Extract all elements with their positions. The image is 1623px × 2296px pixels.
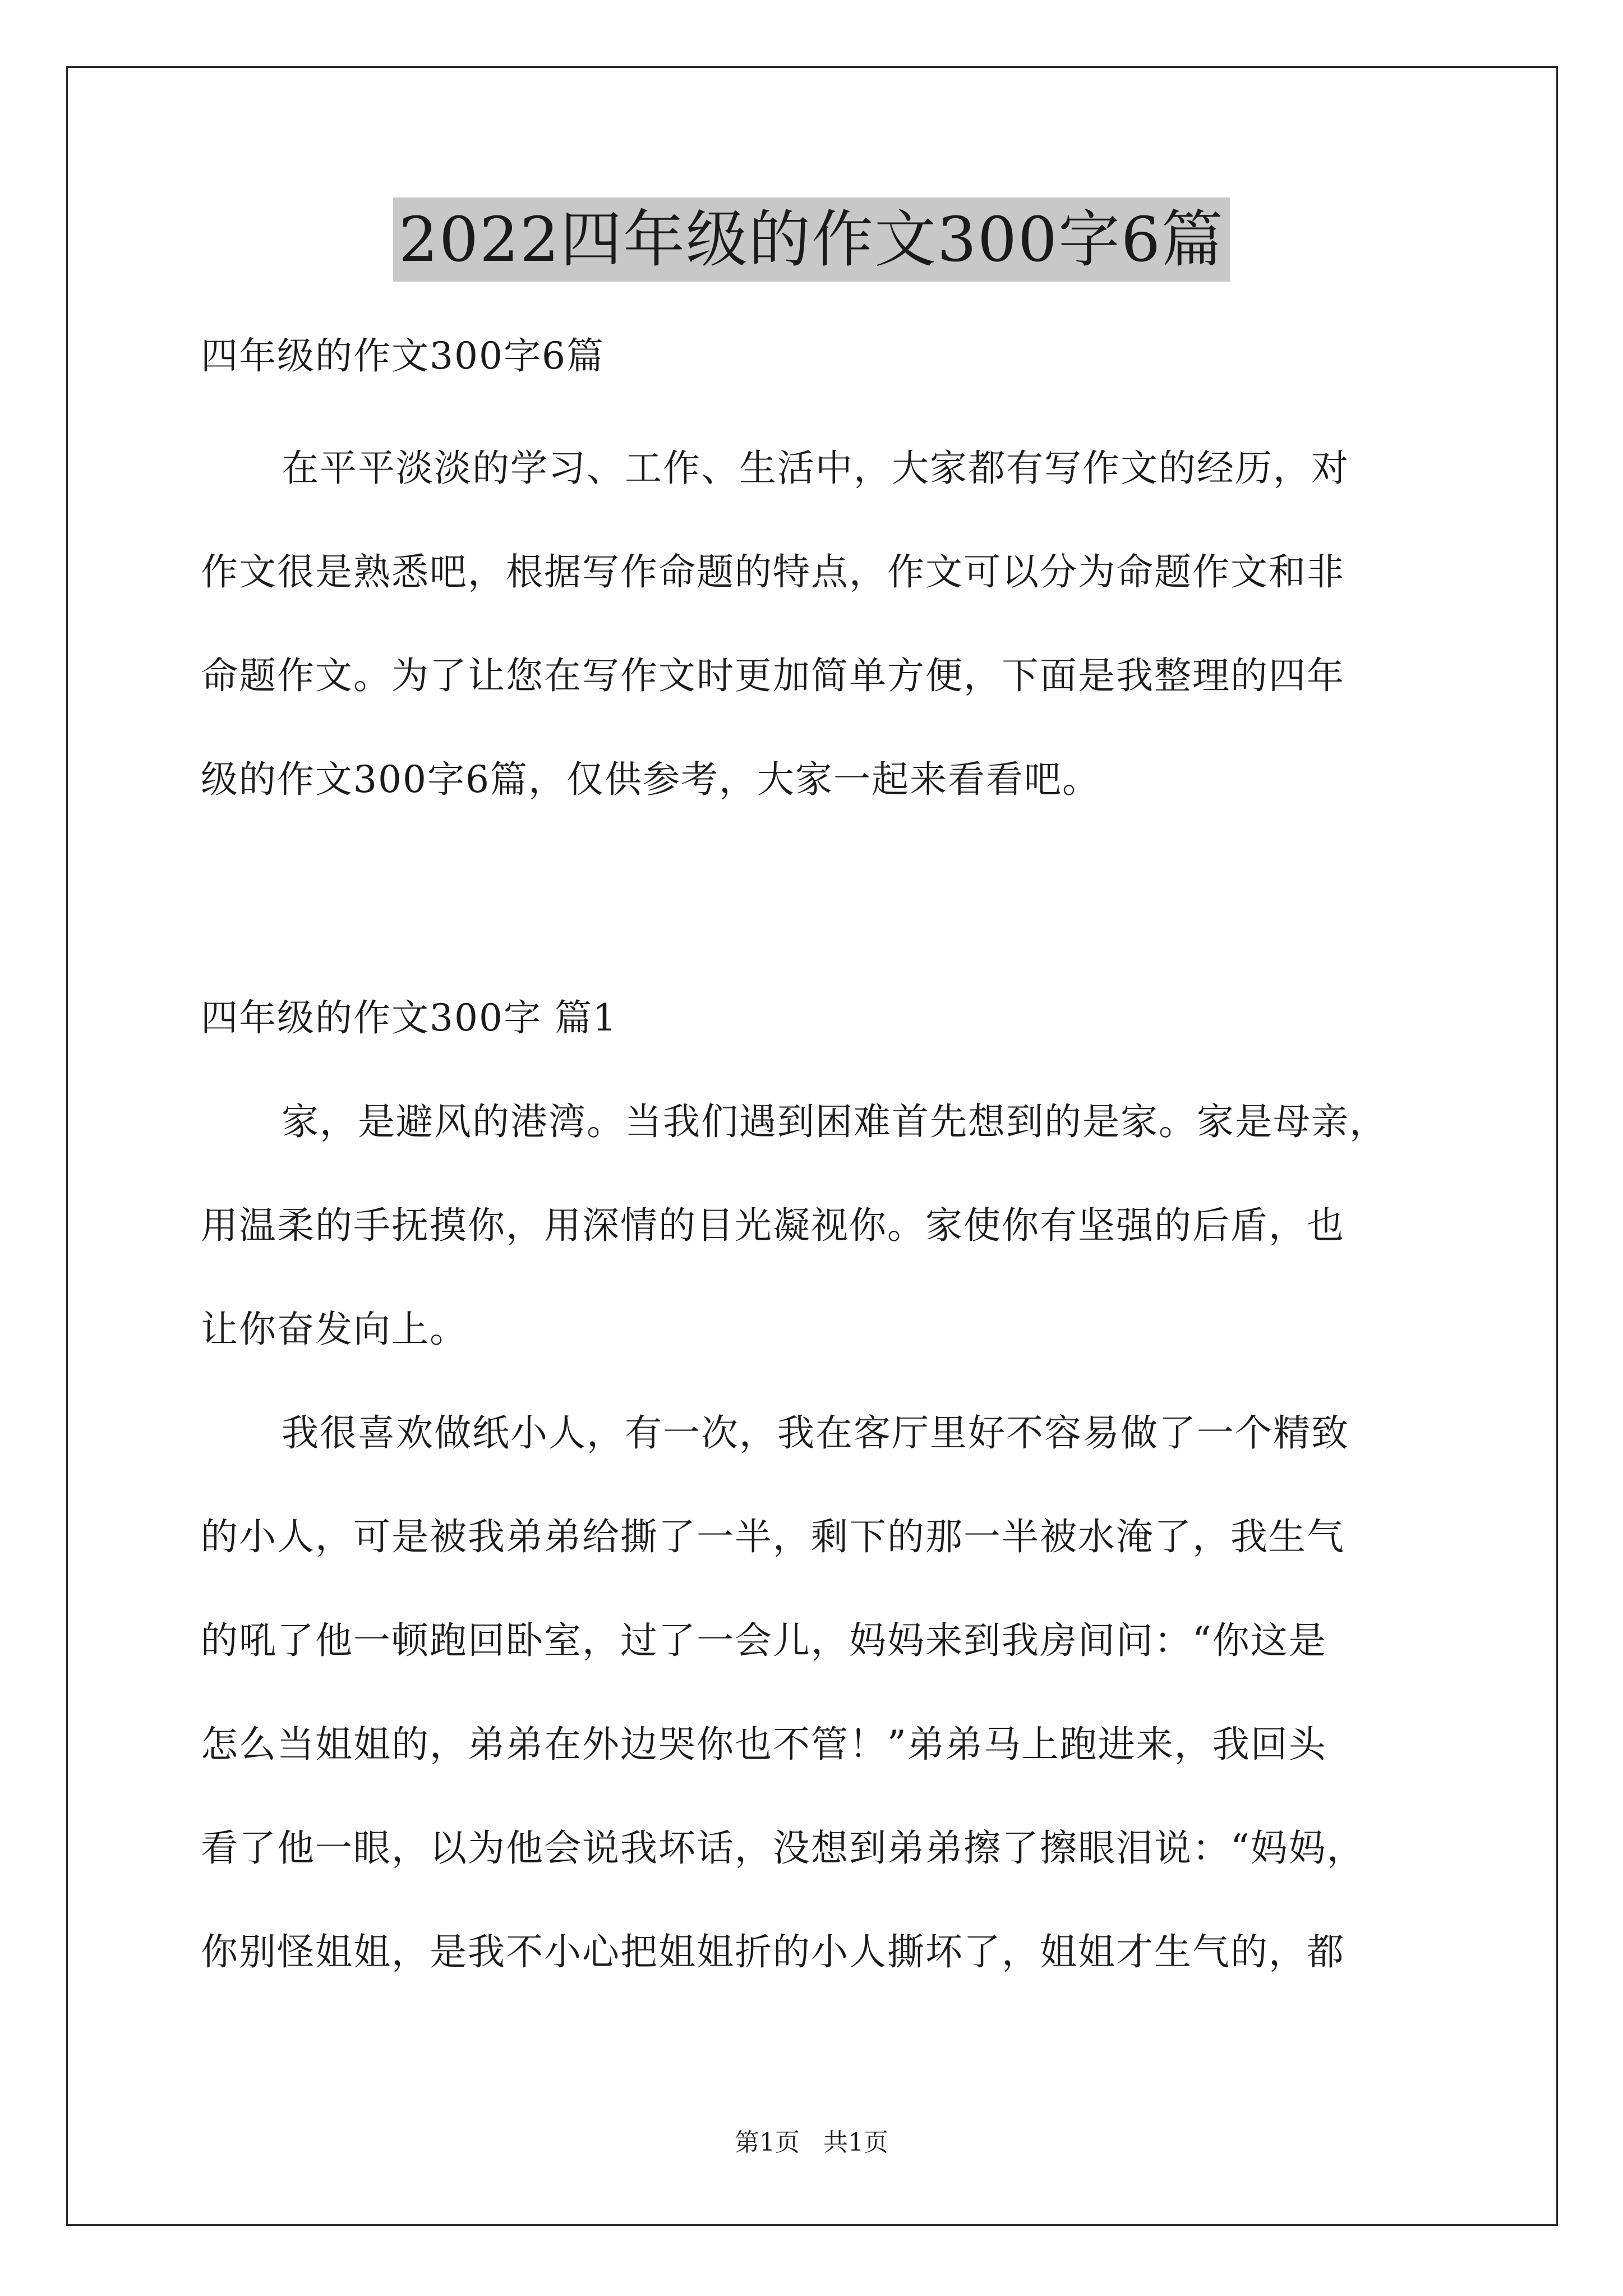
paragraph-line: 家，是避风的港湾。当我们遇到困难首先想到的是家。家是母亲， xyxy=(282,1100,1387,1143)
page-number: 第1页 xyxy=(735,2128,800,2157)
paragraph-line: 怎么当姐姐的，弟弟在外边哭你也不管！”弟弟马上跑进来，我回头 xyxy=(201,1723,1327,1766)
section-heading: 四年级的作文300字 篇1 xyxy=(201,996,617,1039)
document-title: 2022四年级的作文300字6篇 xyxy=(393,197,1230,282)
paragraph-line: 的吼了他一顿跑回卧室，过了一会儿，妈妈来到我房间问：“你这是 xyxy=(201,1619,1327,1662)
paragraph-line: 我很喜欢做纸小人，有一次，我在客厅里好不容易做了一个精致 xyxy=(282,1411,1349,1455)
paragraph-line: 的小人，可是被我弟弟给撕了一半，剩下的那一半被水淹了，我生气 xyxy=(201,1515,1345,1558)
paragraph-line: 级的作文300字6篇，仅供参考，大家一起来看看吧。 xyxy=(201,758,1100,801)
subtitle-line: 四年级的作文300字6篇 xyxy=(201,334,605,378)
paragraph-line: 让你奋发向上。 xyxy=(201,1308,468,1351)
title-container xyxy=(0,197,1623,282)
paragraph-line: 作文很是熟悉吧，根据写作命题的特点，作文可以分为命题作文和非 xyxy=(201,550,1345,593)
paragraph-line: 看了他一眼，以为他会说我坏话，没想到弟弟擦了擦眼泪说：“妈妈， xyxy=(201,1826,1365,1870)
paragraph-line: 在平平淡淡的学习、工作、生活中，大家都有写作文的经历，对 xyxy=(282,447,1349,490)
paragraph-line: 你别怪姐姐，是我不小心把姐姐折的小人撕坏了，姐姐才生气的，都 xyxy=(201,1930,1345,1973)
page-footer xyxy=(0,2126,1623,2160)
page-total: 共1页 xyxy=(823,2128,888,2157)
paragraph-line: 用温柔的手抚摸你，用深情的目光凝视你。家使你有坚强的后盾，也 xyxy=(201,1204,1345,1247)
paragraph-line: 命题作文。为了让您在写作文时更加简单方便，下面是我整理的四年 xyxy=(201,654,1345,697)
